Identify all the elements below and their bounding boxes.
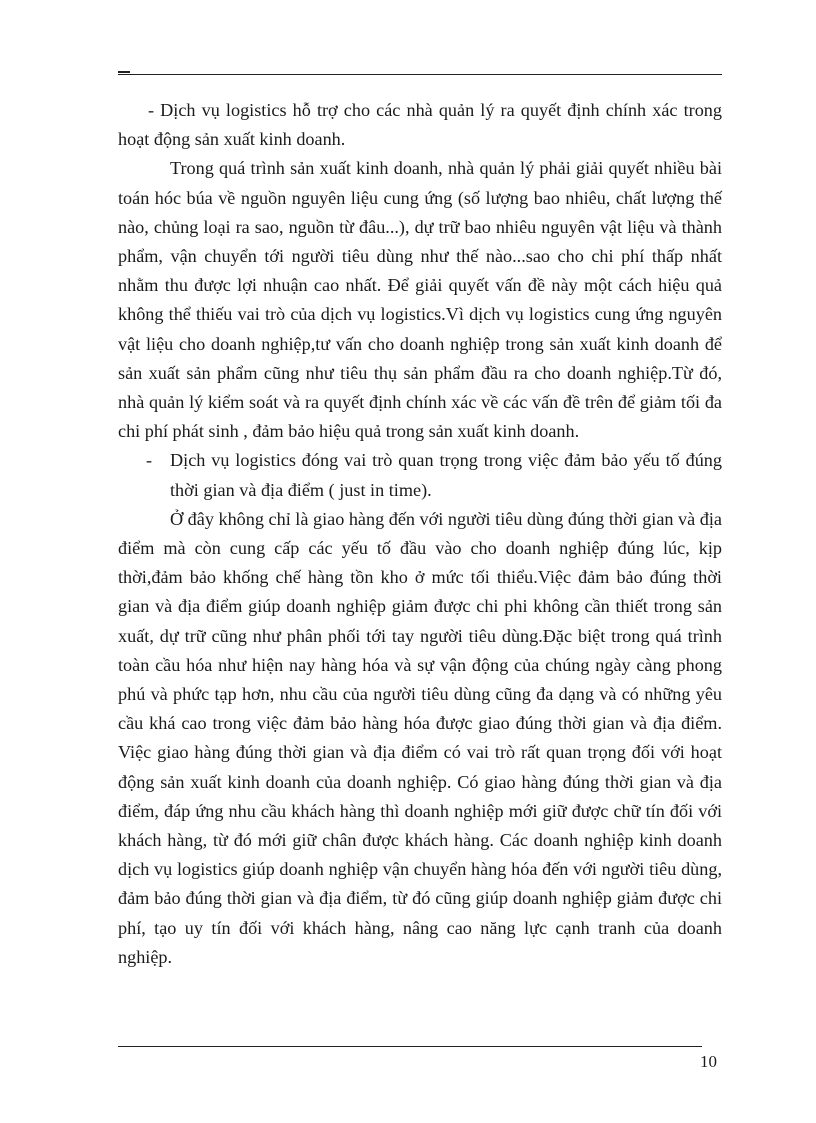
header-rule — [118, 74, 722, 75]
header-rule-mark — [118, 71, 130, 73]
paragraph-1: Trong quá trình sản xuất kinh doanh, nhà quản lý phải giải quyết nhiều bài toán hóc búa về nguồn nguyên liệu cung ứng (số lượng bao nhiêu, chất lượng thế nào, chủng loại ra sao, nguồn từ đâu...), dự trữ bao nhiêu nguyên vật liệu và thành phẩm, vận chuyển tới người tiêu dùng như thế nào...sao cho chi phí thấp nhất nhằm thu được lợi nhuận cao nhất. Để giải quyết vấn đề này một cách hiệu quả không thể thiếu vai trò của dịch vụ logistics.Vì dịch vụ logistics cung ứng nguyên vật liệu cho doanh nghiệp,tư vấn cho doanh nghiệp trong sản xuất kinh doanh để sản xuất sản phẩm cũng như tiêu thụ sản phẩm đầu ra cho doanh nghiệp.Từ đó, nhà quản lý kiểm soát và ra quyết định chính xác về các vấn đề trên để giảm tối đa chi phí phát sinh , đảm bảo hiệu quả trong sản xuất kinh doanh. — [118, 158, 722, 442]
bullet-text: Dịch vụ logistics đóng vai trò quan trọng trong việc đảm bảo yếu tố đúng thời gian và địa điểm ( just in time). — [170, 450, 722, 500]
page-body — [118, 96, 722, 972]
bullet-dash: - — [146, 450, 153, 471]
footer-rule — [118, 1046, 702, 1047]
page-number: 10 — [700, 1052, 717, 1071]
paragraph-2: Ở đây không chỉ là giao hàng đến với người tiêu dùng đúng thời gian và địa điểm mà còn cung cấp các yếu tố đầu vào cho doanh nghiệp đúng lúc, kịp thời,đảm bảo khống chế hàng tồn kho ở mức tối thiểu.Việc đảm bảo đúng thời gian và địa điểm giúp doanh nghiệp giảm được chi phi không cần thiết trong sản xuất, dự trữ cũng như phân phối tới tay người tiêu dùng.Đặc biệt trong quá trình toàn cầu hóa như hiện nay hàng hóa và sự vận động của chúng ngày càng phong phú và phức tạp hơn, nhu cầu của người tiêu dùng cũng đa dạng và có những yêu cầu khá cao trong việc đảm bảo hàng hóa được giao đúng thời gian và địa điểm. Việc giao hàng đúng thời gian và địa điểm có vai trò rất quan trọng đối với hoạt động sản xuất kinh doanh của doanh nghiệp. Có giao hàng đúng thời gian và địa điểm, đáp ứng nhu cầu khách hàng thì doanh nghiệp mới giữ được chữ tín đối với khách hàng, từ đó mới giữ chân được khách hàng. Các doanh nghiệp kinh doanh dịch vụ logistics giúp doanh nghiệp vận chuyển hàng hóa đến với người tiêu dùng, đảm bảo đúng thời gian và địa điểm, từ đó cũng giúp doanh nghiệp giảm được chi phí, tạo uy tín đối với khách hàng, nâng cao năng lực cạnh tranh của doanh nghiệp. — [118, 508, 722, 967]
paragraph-heading-1: - Dịch vụ logistics hỗ trợ cho các nhà quản lý ra quyết định chính xác trong hoạt động sản xuất kinh doanh. — [118, 100, 722, 150]
bullet-item — [118, 446, 722, 504]
